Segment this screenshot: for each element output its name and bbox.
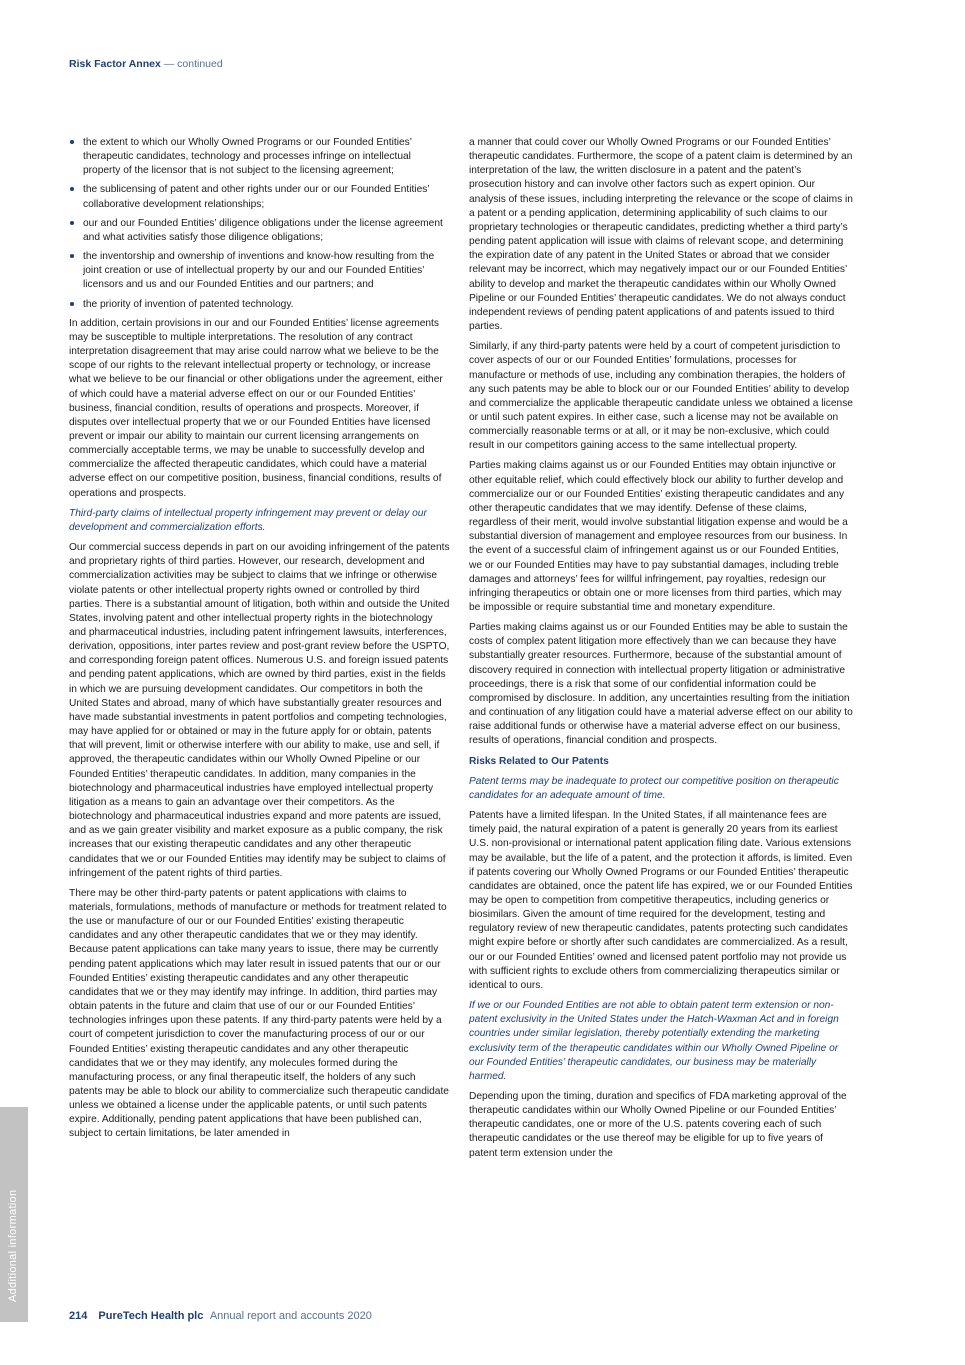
report-title: Annual report and accounts 2020 bbox=[209, 1310, 372, 1322]
bullet-dot-icon bbox=[70, 187, 74, 191]
paragraph: Depending upon the timing, duration and specifics of FDA marketing approval of the therapeutic candidates within our Wholly Owned Pipeline or our Founded Entities’ therapeutic candidates, one or more of the U.S. patents covering each of such therapeutic candidates or the use thereof may be eligible for up to five years of patent term extension under the bbox=[469, 1091, 847, 1159]
italic-subheading: Third-party claims of intellectual property infringement may prevent or delay our development and commercialization efforts. bbox=[69, 507, 427, 533]
list-item: the inventorship and ownership of inventions and know-how resulting from the joint creation or use of intellectual property by our and our Founded Entities’ licensors and us and our Founded Entities and our partners; and bbox=[69, 250, 451, 292]
bullet-list bbox=[69, 136, 451, 312]
page-number: 214 bbox=[69, 1310, 88, 1322]
paragraph: a manner that could cover our Wholly Owned Programs or our Founded Entities’ therapeutic candidates. Furthermore, the scope of a patent claim is determined by an interpretation of the law, the written disclosure in a patent and the patent’s prosecution history and can involve other factors such as expert opinion. Our analysis of these issues, including interpreting the relevance or the scope of claims in a patent or a pending application, determining applicability of such claims to our proprietary technologies or therapeutic candidates, predicting whether a third party’s pending patent application will issue with claims of relevant scope, and determining the expiration date of any patent in the United States or abroad that we consider relevant may be incorrect, which may negatively impact our or our Founded Entities’ ability to develop and market the therapeutic candidates within our Wholly Owned Pipeline or our Founded Entities’ therapeutic candidates. We do not always conduct independent reviews of pending patent applications of and patents issued to third parties. bbox=[469, 137, 853, 333]
paragraph: Similarly, if any third-party patents were held by a court of competent jurisdiction to cover aspects of our or our Founded Entities’ formulations, processes for manufacture or methods of use, including any combination therapies, the holders of any such patents may be able to block our or our Founded Entities’ ability to develop and commercialize the applicable therapeutic candidate unless we obtained a license or until such patent expires. In either case, such a license may not be available on commercially reasonable terms or at all, or it may be non-exclusive, which could result in our competitors gaining access to the same intellectual property. bbox=[469, 341, 853, 452]
side-tab-label: Additional information bbox=[7, 1189, 19, 1302]
list-item: the priority of invention of patented technology. bbox=[69, 298, 451, 312]
page-footer bbox=[69, 1309, 372, 1323]
header-continued: — continued bbox=[163, 58, 223, 70]
list-item: our and our Founded Entities’ diligence obligations under the license agreement and what activities satisfy those diligence obligations; bbox=[69, 217, 451, 245]
paragraph: In addition, certain provisions in our and our Founded Entities’ license agreements may be susceptible to multiple interpretations. The resolution of any contract interpretation disagreement that may arise could narrow what we believe to be the scope of our rights to the relevant intellectual property or technology, or increase what we believe to be our financial or other obligations under the agreement, either of which could have a material adverse effect on our or our Founded Entities’ business, financial condition, results of operations and prospects. Moreover, if disputes over intellectual property that we or our Founded Entities have licensed prevent or impair our ability to maintain our current licensing arrangements on commercially acceptable terms, we may be unable to successfully develop and commercialize the affected therapeutic candidates, which could have a material adverse effect on our competitive position, business, financial conditions, results of operations and prospects. bbox=[69, 317, 443, 499]
paragraph: There may be other third-party patents or patent applications with claims to materials, formulations, methods of manufacture or methods for treatment related to the use or manufacture of our or our Founded Entities’ existing therapeutic candidates and any other therapeutic candidates that we or they may identify. Because patent applications can take many years to issue, there may be currently pending patent applications which may later result in issued patents that our or our Founded Entities’ existing therapeutic candidates and any other therapeutic candidates that we or they may identify may infringe. In addition, third parties may obtain patents in the future and claim that use of our or our Founded Entities’ technologies infringes upon these patents. If any third-party patents were held by a court of competent jurisdiction to cover the manufacturing process of our or our Founded Entities’ existing therapeutic candidates and any other therapeutic candidates that we or they may identify, any molecules formed during the manufacturing process, or any final therapeutic itself, the holders of any such patents may be able to block our ability to commercialize such therapeutic candidate unless we obtained a license under the applicable patents, or until such patents expire. Additionally, pending patent applications that have been published can, subject to certain limitations, be later amended in bbox=[69, 887, 449, 1140]
company-name: PureTech Health plc bbox=[98, 1310, 204, 1322]
bullet-dot-icon bbox=[70, 140, 74, 144]
bullet-dot-icon bbox=[70, 302, 74, 306]
side-section-tab[interactable] bbox=[0, 1107, 28, 1322]
running-header bbox=[69, 58, 223, 71]
paragraph: Parties making claims against us or our Founded Entities may be able to sustain the costs of complex patent litigation more effectively than we can because they have substantially greater resources. Furthermore, because of the substantial amount of discovery required in connection with intellectual property litigation or administrative proceedings, there is a risk that some of our confidential information could be compromised by disclosure. In addition, any uncertainties resulting from the initiation and continuation of any litigation could have a material adverse effect on our ability to raise additional funds or otherwise have a material adverse effect on our business, results of operations, financial condition and prospects. bbox=[469, 622, 853, 747]
italic-subheading: If we or our Founded Entities are not able to obtain patent term extension or non-patent exclusivity in the United States under the Hatch-Waxman Act and in foreign countries under similar legislation, thereby potentially extending the marketing exclusivity term of the therapeutic candidates within our Wholly Owned Pipeline or our Founded Entities’ therapeutic candidates, our business may be materially harmed. bbox=[469, 1000, 839, 1082]
bullet-dot-icon bbox=[70, 254, 74, 258]
paragraph: Patents have a limited lifespan. In the United States, if all maintenance fees are timely paid, the natural expiration of a patent is generally 20 years from its earliest U.S. non-provisional or international patent application filing date. Various extensions may be available, but the life of a patent, and the protection it affords, is limited. Even if patents covering our Wholly Owned Programs or our Founded Entities’ therapeutic candidates are obtained, once the patent life has expired, we or our Founded Entities may be open to competition from competitive therapeutics, including generics or biosimilars. Given the amount of time required for the development, testing and regulatory review of new therapeutic candidates, patents protecting such candidates might expire before or shortly after such candidates are commercialized. As a result, our or our Founded Entities’ owned and licensed patent portfolio may not provide us with sufficient rights to exclude others from commercializing therapeutics similar or identical to ours. bbox=[469, 810, 853, 991]
paragraph: Our commercial success depends in part on our avoiding infringement of the patents and proprietary rights of third parties. However, our research, development and commercialization activities may be subject to claims that we infringe or otherwise violate patents or other intellectual property rights owned or controlled by third parties. There is a substantial amount of litigation, both within and outside the United States, involving patent and other intellectual property rights in the biotechnology and pharmaceutical industries, including patent infringement lawsuits, interferences, derivation, oppositions, inter partes review and post-grant review before the USPTO, and corresponding foreign patent offices. Numerous U.S. and foreign issued patents and pending patent applications, which are owned by third parties, exist in the fields in which we are pursuing development candidates. Our competitors in both the United States and abroad, many of which have substantially greater resources and have made substantial investments in patent portfolios and competing technologies, may have applied for or obtained or may in the future apply for or obtain, patents that will prevent, limit or otherwise interfere with our ability to make, use and sell, if approved, the therapeutic candidates within our Wholly Owned Pipeline or our Founded Entities’ therapeutic candidates. In addition, many companies in the biotechnology and pharmaceutical industries have employed intellectual property litigation as a means to gain an advantage over their competitors. As the biotechnology and pharmaceutical industries expand and more patents are issued, and as we gain greater visibility and market exposure as a public company, the risk increases that our existing therapeutic candidates and any other therapeutic candidates that we or our Founded Entities may identify may be subject to claims of infringement of the patent rights of third parties. bbox=[69, 542, 450, 879]
header-section-title: Risk Factor Annex bbox=[69, 58, 161, 70]
bullet-dot-icon bbox=[70, 221, 74, 225]
paragraph: Parties making claims against us or our Founded Entities may obtain injunctive or other equitable relief, which could effectively block our ability to further develop and commercialize our or our Founded Entities’ existing therapeutic candidates and any other therapeutic candidates that we may identify. Defense of these claims, regardless of their merit, would involve substantial litigation expense and would be a substantial diversion of management and employee resources from our business. In the event of a successful claim of infringement against us or our Founded Entities, we or our Founded Entities may have to pay substantial damages, including treble damages and attorneys’ fees for willful infringement, pay royalties, redesign our infringing therapeutics or obtain one or more licenses from third parties, which may be impossible or require substantial time and monetary expenditure. bbox=[469, 460, 848, 613]
italic-subheading: Patent terms may be inadequate to protect our competitive position on therapeutic candidates for an adequate amount of time. bbox=[469, 775, 839, 801]
right-column bbox=[469, 136, 853, 1167]
list-item: the sublicensing of patent and other rights under our or our Founded Entities’ collaborative development relationships; bbox=[69, 183, 451, 211]
section-heading: Risks Related to Our Patents bbox=[469, 755, 609, 767]
left-column bbox=[69, 136, 451, 1148]
list-item: the extent to which our Wholly Owned Programs or our Founded Entities’ therapeutic candidates, technology and processes infringe on intellectual property of the licensor that is not subject to the licensing agreement; bbox=[69, 136, 451, 178]
